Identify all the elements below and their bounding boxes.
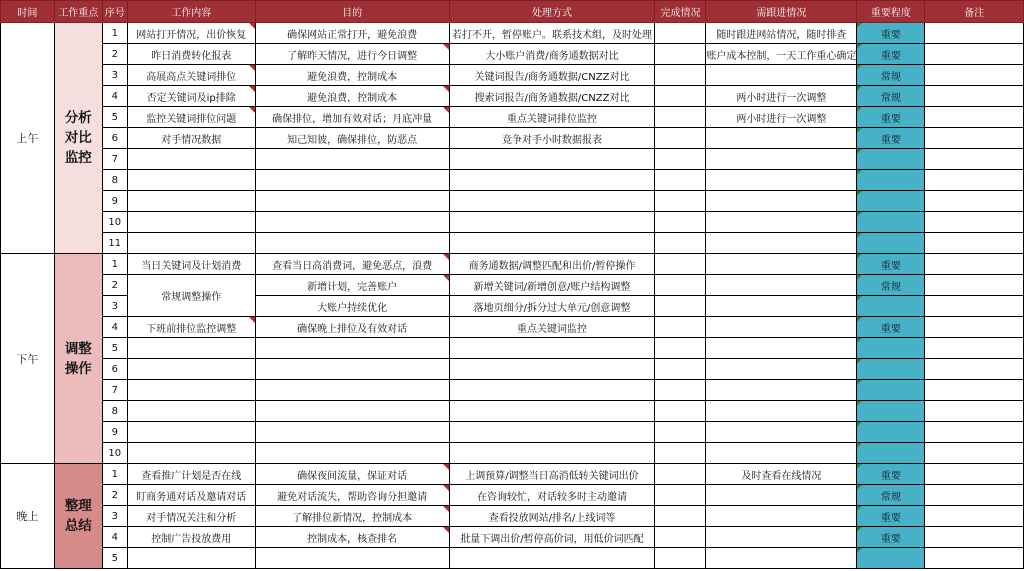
comment-marker — [249, 23, 255, 29]
cell-marker — [857, 65, 862, 70]
time-cell[interactable]: 下午 — [1, 254, 55, 464]
follow-cell[interactable]: 及时查看在线情况 — [706, 464, 857, 485]
no-cell[interactable]: 9 — [102, 191, 127, 212]
cell-marker — [857, 107, 862, 112]
goal-cell[interactable]: 了解昨天情况，进行今日调整 — [255, 44, 449, 65]
done-cell[interactable] — [655, 170, 706, 191]
cell-marker — [857, 317, 862, 322]
table-row — [1, 128, 1024, 149]
no-cell[interactable]: 1 — [102, 254, 127, 275]
table-row — [1, 359, 1024, 380]
header-no[interactable]: 序号 — [102, 1, 127, 23]
goal-cell[interactable]: 确保夜间流量，保证对话 — [255, 464, 449, 485]
goal-cell[interactable] — [255, 149, 449, 170]
goal-cell[interactable]: 避免对话流失，帮助咨询分担邀请 — [255, 485, 449, 506]
work-cell[interactable] — [127, 191, 255, 212]
no-cell[interactable]: 10 — [102, 443, 127, 464]
no-cell[interactable]: 11 — [102, 233, 127, 254]
note-cell[interactable] — [925, 338, 1024, 359]
work-cell[interactable]: 高展高点关键词排位 — [127, 65, 255, 86]
note-cell[interactable] — [925, 254, 1024, 275]
time-cell[interactable]: 上午 — [1, 23, 55, 254]
work-cell[interactable]: 否定关键词及ip排除 — [127, 86, 255, 107]
cell-marker — [857, 128, 862, 133]
focus-cell[interactable]: 分析对比监控 — [54, 23, 102, 254]
done-cell[interactable] — [655, 254, 706, 275]
work-cell[interactable]: 常规调整操作 — [127, 275, 255, 317]
focus-cell[interactable]: 调整操作 — [54, 254, 102, 464]
goal-cell[interactable] — [255, 191, 449, 212]
cell-marker — [857, 86, 862, 91]
imp-cell[interactable]: 重要 — [857, 317, 925, 338]
imp-cell[interactable]: 常规 — [857, 485, 925, 506]
follow-cell[interactable] — [706, 359, 857, 380]
no-cell[interactable]: 3 — [102, 65, 127, 86]
done-cell[interactable] — [655, 107, 706, 128]
work-cell[interactable] — [127, 380, 255, 401]
cell-marker — [857, 212, 862, 217]
comment-marker — [443, 506, 449, 512]
work-cell[interactable]: 昨日消费转化报表 — [127, 44, 255, 65]
cell-marker — [857, 254, 862, 259]
table-body — [1, 23, 1024, 569]
goal-cell[interactable] — [255, 548, 449, 569]
goal-cell[interactable]: 新增计划，完善账户 — [255, 275, 449, 296]
note-cell[interactable] — [925, 401, 1024, 422]
method-cell[interactable] — [449, 422, 655, 443]
no-cell[interactable]: 7 — [102, 380, 127, 401]
note-cell[interactable] — [925, 23, 1024, 44]
done-cell[interactable] — [655, 464, 706, 485]
table-row — [1, 485, 1024, 506]
imp-cell[interactable] — [857, 149, 925, 170]
cell-marker — [857, 149, 862, 154]
goal-cell[interactable] — [255, 380, 449, 401]
note-cell[interactable] — [925, 443, 1024, 464]
no-cell[interactable]: 2 — [102, 485, 127, 506]
follow-cell[interactable] — [706, 212, 857, 233]
method-cell[interactable] — [449, 338, 655, 359]
method-cell[interactable]: 大小账户消费/商务通数据对比 — [449, 44, 655, 65]
no-cell[interactable]: 7 — [102, 149, 127, 170]
note-cell[interactable] — [925, 191, 1024, 212]
table-row — [1, 527, 1024, 548]
no-cell[interactable]: 5 — [102, 548, 127, 569]
table-row — [1, 44, 1024, 65]
method-cell[interactable] — [449, 401, 655, 422]
imp-cell[interactable]: 重要 — [857, 527, 925, 548]
follow-cell[interactable] — [706, 170, 857, 191]
table-row — [1, 548, 1024, 569]
work-cell[interactable] — [127, 149, 255, 170]
table-row — [1, 506, 1024, 527]
method-cell[interactable] — [449, 233, 655, 254]
table-row — [1, 443, 1024, 464]
imp-cell[interactable]: 常规 — [857, 275, 925, 296]
follow-cell[interactable] — [706, 191, 857, 212]
follow-cell[interactable]: 随时跟进网站情况，随时排查 — [706, 23, 857, 44]
imp-cell[interactable]: 常规 — [857, 65, 925, 86]
cell-marker — [857, 380, 862, 385]
work-cell[interactable]: 查看推广计划是否在线 — [127, 464, 255, 485]
header-done[interactable]: 完成情况 — [655, 1, 706, 23]
cell-marker — [857, 170, 862, 175]
cell-marker — [857, 401, 862, 406]
done-cell[interactable] — [655, 548, 706, 569]
goal-cell[interactable]: 避免浪费，控制成本 — [255, 86, 449, 107]
note-cell[interactable] — [925, 233, 1024, 254]
cell-marker — [857, 548, 862, 553]
note-cell[interactable] — [925, 44, 1024, 65]
imp-cell[interactable]: 重要 — [857, 128, 925, 149]
note-cell[interactable] — [925, 212, 1024, 233]
header-importance[interactable]: 重要程度 — [857, 1, 925, 23]
table-row — [1, 107, 1024, 128]
goal-cell[interactable]: 确保网站正常打开，避免浪费 — [255, 23, 449, 44]
cell-marker — [857, 506, 862, 511]
imp-cell[interactable] — [857, 380, 925, 401]
goal-cell[interactable] — [255, 401, 449, 422]
done-cell[interactable] — [655, 275, 706, 296]
goal-cell[interactable] — [255, 443, 449, 464]
goal-cell[interactable] — [255, 422, 449, 443]
table-row — [1, 233, 1024, 254]
method-cell[interactable]: 关键词报告/商务通数据/CNZZ对比 — [449, 65, 655, 86]
work-cell[interactable] — [127, 548, 255, 569]
done-cell[interactable] — [655, 422, 706, 443]
imp-cell[interactable] — [857, 443, 925, 464]
header-work[interactable]: 工作内容 — [127, 1, 255, 23]
cell-marker — [857, 359, 862, 364]
follow-cell[interactable] — [706, 548, 857, 569]
follow-cell[interactable] — [706, 254, 857, 275]
comment-marker — [443, 86, 449, 92]
method-cell[interactable] — [449, 212, 655, 233]
method-cell[interactable]: 若打不开，暂停账户。联系技术组，及时处理 — [449, 23, 655, 44]
follow-cell[interactable] — [706, 338, 857, 359]
no-cell[interactable]: 4 — [102, 317, 127, 338]
follow-cell[interactable] — [706, 401, 857, 422]
work-cell[interactable]: 对手情况数据 — [127, 128, 255, 149]
note-cell[interactable] — [925, 107, 1024, 128]
note-cell[interactable] — [925, 65, 1024, 86]
note-cell[interactable] — [925, 275, 1024, 296]
goal-cell[interactable] — [255, 338, 449, 359]
imp-cell[interactable] — [857, 170, 925, 191]
table-row — [1, 212, 1024, 233]
comment-marker — [249, 65, 255, 71]
done-cell[interactable] — [655, 506, 706, 527]
no-cell[interactable]: 8 — [102, 170, 127, 191]
work-cell[interactable] — [127, 170, 255, 191]
goal-cell[interactable]: 确保晚上排位及有效对话 — [255, 317, 449, 338]
no-cell[interactable]: 10 — [102, 212, 127, 233]
note-cell[interactable] — [925, 548, 1024, 569]
imp-cell[interactable] — [857, 422, 925, 443]
follow-cell[interactable] — [706, 296, 857, 317]
comment-marker — [443, 527, 449, 533]
header-follow[interactable]: 需跟进情况 — [706, 1, 857, 23]
follow-cell[interactable] — [706, 275, 857, 296]
follow-cell[interactable]: 两小时进行一次调整 — [706, 107, 857, 128]
method-cell[interactable]: 新增关键词/新增创意/账户结构调整 — [449, 275, 655, 296]
note-cell[interactable] — [925, 296, 1024, 317]
no-cell[interactable]: 4 — [102, 527, 127, 548]
note-cell[interactable] — [925, 380, 1024, 401]
no-cell[interactable]: 9 — [102, 422, 127, 443]
follow-cell[interactable] — [706, 527, 857, 548]
work-cell[interactable] — [127, 233, 255, 254]
comment-marker — [249, 86, 255, 92]
work-cell[interactable] — [127, 443, 255, 464]
work-cell[interactable]: 控制广告投放费用 — [127, 527, 255, 548]
done-cell[interactable] — [655, 233, 706, 254]
table-row — [1, 275, 1024, 296]
imp-cell[interactable]: 重要 — [857, 44, 925, 65]
table-row — [1, 317, 1024, 338]
method-cell[interactable]: 落地页细分/拆分过大单元/创意调整 — [449, 296, 655, 317]
work-cell[interactable] — [127, 338, 255, 359]
table-row — [1, 149, 1024, 170]
imp-cell[interactable] — [857, 296, 925, 317]
header-goal[interactable]: 目的 — [255, 1, 449, 23]
goal-cell[interactable]: 查看当日高消费词，避免恶点，浪费 — [255, 254, 449, 275]
follow-cell[interactable] — [706, 128, 857, 149]
imp-cell[interactable]: 重要 — [857, 23, 925, 44]
imp-cell[interactable] — [857, 338, 925, 359]
follow-cell[interactable] — [706, 506, 857, 527]
work-cell[interactable]: 监控关键词排位问题 — [127, 107, 255, 128]
work-cell[interactable]: 网站打开情况，出价恢复 — [127, 23, 255, 44]
work-cell[interactable] — [127, 212, 255, 233]
follow-cell[interactable] — [706, 317, 857, 338]
goal-cell[interactable] — [255, 212, 449, 233]
imp-cell[interactable] — [857, 359, 925, 380]
no-cell[interactable]: 2 — [102, 275, 127, 296]
done-cell[interactable] — [655, 338, 706, 359]
follow-cell[interactable] — [706, 233, 857, 254]
done-cell[interactable] — [655, 191, 706, 212]
imp-cell[interactable] — [857, 401, 925, 422]
no-cell[interactable]: 5 — [102, 338, 127, 359]
goal-cell[interactable] — [255, 359, 449, 380]
no-cell[interactable]: 1 — [102, 23, 127, 44]
method-cell[interactable] — [449, 149, 655, 170]
note-cell[interactable] — [925, 170, 1024, 191]
imp-cell[interactable] — [857, 191, 925, 212]
cell-marker — [857, 275, 862, 280]
done-cell[interactable] — [655, 380, 706, 401]
method-cell[interactable]: 批量下调出价/暂停高价词，用低价词匹配 — [449, 527, 655, 548]
method-cell[interactable]: 竞争对手小时数据报表 — [449, 128, 655, 149]
table-row — [1, 338, 1024, 359]
method-cell[interactable]: 在咨询较忙，对话较多时主动邀请 — [449, 485, 655, 506]
imp-cell[interactable]: 重要 — [857, 254, 925, 275]
comment-marker — [249, 317, 255, 323]
method-cell[interactable] — [449, 359, 655, 380]
done-cell[interactable] — [655, 401, 706, 422]
follow-cell[interactable] — [706, 443, 857, 464]
comment-marker — [443, 44, 449, 50]
note-cell[interactable] — [925, 149, 1024, 170]
comment-marker — [249, 107, 255, 113]
imp-cell[interactable] — [857, 548, 925, 569]
follow-cell[interactable] — [706, 149, 857, 170]
done-cell[interactable] — [655, 296, 706, 317]
done-cell[interactable] — [655, 212, 706, 233]
table-row — [1, 65, 1024, 86]
done-cell[interactable] — [655, 65, 706, 86]
table-row — [1, 170, 1024, 191]
work-cell[interactable]: 当日关键词及计划消费 — [127, 254, 255, 275]
work-cell[interactable]: 盯商务通对话及邀请对话 — [127, 485, 255, 506]
method-cell[interactable]: 重点关键词监控 — [449, 317, 655, 338]
imp-cell[interactable] — [857, 233, 925, 254]
cell-marker — [857, 233, 862, 238]
note-cell[interactable] — [925, 86, 1024, 107]
cell-marker — [857, 464, 862, 469]
goal-cell[interactable] — [255, 170, 449, 191]
table-row — [1, 254, 1024, 275]
done-cell[interactable] — [655, 86, 706, 107]
cell-marker — [857, 338, 862, 343]
method-cell[interactable]: 查看投放网站/排名/上线词等 — [449, 506, 655, 527]
method-cell[interactable]: 重点关键词排位监控 — [449, 107, 655, 128]
method-cell[interactable] — [449, 191, 655, 212]
note-cell[interactable] — [925, 317, 1024, 338]
comment-marker — [443, 464, 449, 470]
done-cell[interactable] — [655, 359, 706, 380]
note-cell[interactable] — [925, 485, 1024, 506]
method-cell[interactable] — [449, 170, 655, 191]
table-row — [1, 401, 1024, 422]
goal-cell[interactable]: 避免浪费，控制成本 — [255, 65, 449, 86]
done-cell[interactable] — [655, 23, 706, 44]
follow-cell[interactable] — [706, 422, 857, 443]
imp-cell[interactable]: 重要 — [857, 107, 925, 128]
done-cell[interactable] — [655, 44, 706, 65]
goal-cell[interactable]: 控制成本，核查排名 — [255, 527, 449, 548]
cell-marker — [857, 443, 862, 448]
table-row — [1, 86, 1024, 107]
no-cell[interactable]: 4 — [102, 86, 127, 107]
work-cell[interactable] — [127, 422, 255, 443]
follow-cell[interactable] — [706, 485, 857, 506]
no-cell[interactable]: 2 — [102, 44, 127, 65]
focus-cell[interactable]: 整理总结 — [54, 464, 102, 569]
note-cell[interactable] — [925, 422, 1024, 443]
done-cell[interactable] — [655, 128, 706, 149]
follow-cell[interactable] — [706, 380, 857, 401]
cell-marker — [857, 191, 862, 196]
no-cell[interactable]: 1 — [102, 464, 127, 485]
done-cell[interactable] — [655, 527, 706, 548]
header-method[interactable]: 处理方式 — [449, 1, 655, 23]
cell-marker — [857, 296, 862, 301]
header-row — [1, 1, 1024, 23]
follow-cell[interactable] — [706, 65, 857, 86]
goal-cell[interactable]: 知己知彼，确保排位，防恶点 — [255, 128, 449, 149]
header-time[interactable]: 时间 — [1, 1, 55, 23]
note-cell[interactable] — [925, 506, 1024, 527]
cell-marker — [857, 485, 862, 490]
done-cell[interactable] — [655, 443, 706, 464]
header-focus[interactable]: 工作重点 — [54, 1, 102, 23]
table-row — [1, 464, 1024, 485]
note-cell[interactable] — [925, 464, 1024, 485]
cell-marker — [857, 44, 862, 49]
goal-cell[interactable]: 大账户持续优化 — [255, 296, 449, 317]
follow-cell[interactable]: 两小时进行一次调整 — [706, 86, 857, 107]
cell-marker — [857, 23, 862, 28]
method-cell[interactable]: 商务通数据/调整匹配和出价/暂停操作 — [449, 254, 655, 275]
note-cell[interactable] — [925, 359, 1024, 380]
done-cell[interactable] — [655, 485, 706, 506]
goal-cell[interactable]: 确保排位，增加有效对话；月底冲量 — [255, 107, 449, 128]
no-cell[interactable]: 3 — [102, 506, 127, 527]
method-cell[interactable]: 上调预算/调整当日高消低转关键词出价 — [449, 464, 655, 485]
comment-marker — [443, 107, 449, 113]
cell-marker — [857, 527, 862, 532]
time-cell[interactable]: 晚上 — [1, 464, 55, 569]
no-cell[interactable]: 6 — [102, 359, 127, 380]
no-cell[interactable]: 3 — [102, 296, 127, 317]
table-row — [1, 422, 1024, 443]
method-cell[interactable] — [449, 380, 655, 401]
done-cell[interactable] — [655, 149, 706, 170]
work-cell[interactable] — [127, 359, 255, 380]
work-cell[interactable] — [127, 401, 255, 422]
cell-marker — [857, 422, 862, 427]
method-cell[interactable] — [449, 548, 655, 569]
follow-cell[interactable]: 账户成本控制，一天工作重心确定 — [706, 44, 857, 65]
no-cell[interactable]: 8 — [102, 401, 127, 422]
table-row — [1, 380, 1024, 401]
comment-marker — [443, 254, 449, 260]
goal-cell[interactable] — [255, 233, 449, 254]
imp-cell[interactable]: 重要 — [857, 506, 925, 527]
note-cell[interactable] — [925, 128, 1024, 149]
work-cell[interactable]: 下班前排位监控调整 — [127, 317, 255, 338]
table-row — [1, 23, 1024, 44]
comment-marker — [443, 485, 449, 491]
goal-cell[interactable]: 了解排位新情况，控制成本 — [255, 506, 449, 527]
no-cell[interactable]: 5 — [102, 107, 127, 128]
method-cell[interactable] — [449, 443, 655, 464]
imp-cell[interactable]: 常规 — [857, 86, 925, 107]
header-note[interactable]: 备注 — [925, 1, 1024, 23]
imp-cell[interactable] — [857, 212, 925, 233]
method-cell[interactable]: 搜索词报告/商务通数据/CNZZ对比 — [449, 86, 655, 107]
comment-marker — [443, 275, 449, 281]
work-cell[interactable]: 对手情况关注和分析 — [127, 506, 255, 527]
imp-cell[interactable]: 重要 — [857, 464, 925, 485]
no-cell[interactable]: 6 — [102, 128, 127, 149]
table-row — [1, 191, 1024, 212]
note-cell[interactable] — [925, 527, 1024, 548]
done-cell[interactable] — [655, 317, 706, 338]
